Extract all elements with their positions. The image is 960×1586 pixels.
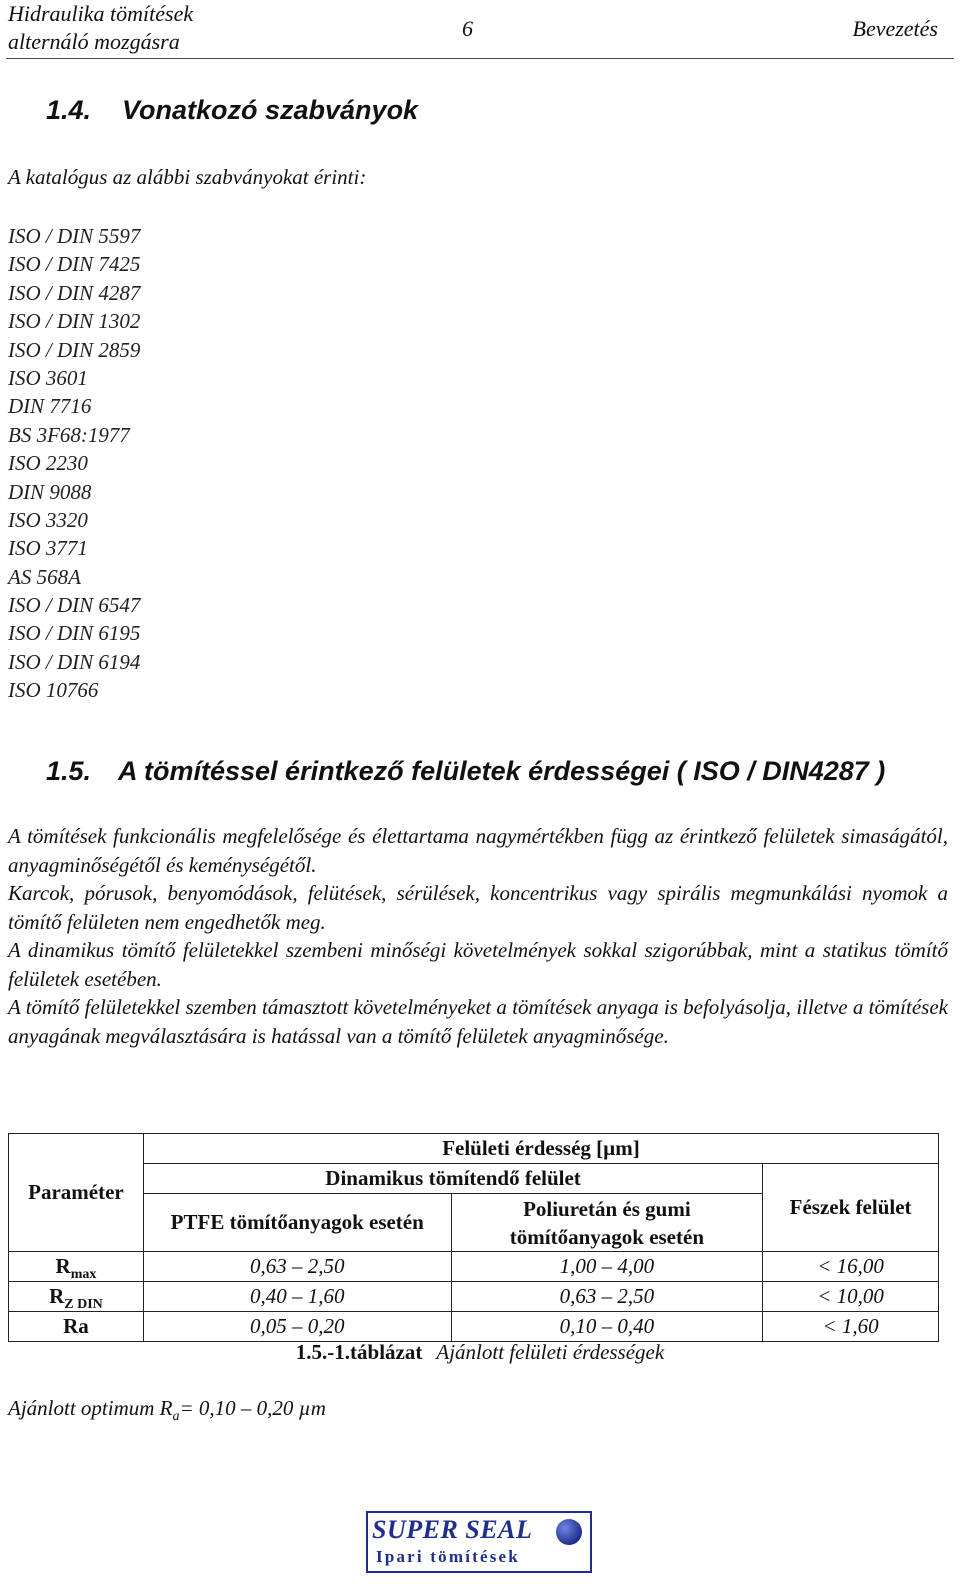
- super-seal-logo: [366, 1511, 592, 1573]
- section-14-heading: [46, 95, 418, 126]
- paragraph-1: A tömítések funkcionális megfelelősége és élettartama nagymértékben függ az érintkező felületek simaságától, anyagminőségétől és keménységétől.: [8, 824, 948, 877]
- param-subscript: Z DIN: [64, 1297, 103, 1312]
- pu-header-line1: Poliuretán és gumi: [523, 1196, 691, 1221]
- param-symbol: R: [55, 1254, 71, 1278]
- pu-header: [451, 1194, 763, 1252]
- list-item: DIN 9088: [8, 479, 92, 504]
- ptfe-value: 0,05 – 0,20: [143, 1312, 451, 1342]
- list-item: ISO / DIN 1302: [8, 309, 141, 334]
- list-item: ISO 2230: [8, 451, 88, 476]
- param-header: Paraméter: [9, 1134, 144, 1252]
- param-cell: [9, 1312, 144, 1342]
- pu-header-line2: tömítőanyagok esetén: [509, 1224, 704, 1249]
- list-item: BS 3F68:1977: [8, 422, 130, 447]
- section-14-number: 1.4.: [46, 95, 92, 125]
- param-cell: [9, 1282, 144, 1312]
- section-15-title: A tömítéssel érintkező felületek érdességei ( ISO / DIN4287 ): [118, 756, 886, 786]
- logo-globe-icon: [556, 1519, 582, 1545]
- standards-list: [8, 222, 140, 705]
- header-left-line2: alternáló mozgásra: [8, 29, 180, 54]
- section-14-title: Vonatkozó szabványok: [122, 95, 419, 125]
- list-item: DIN 7716: [8, 394, 92, 419]
- section-15-heading: [46, 756, 885, 787]
- logo-name: SUPER SEAL: [372, 1515, 533, 1544]
- seat-value: < 1,60: [763, 1312, 939, 1342]
- list-item: ISO 3771: [8, 536, 88, 561]
- dynamic-header: Dinamikus tömítendő felület: [143, 1164, 762, 1194]
- optimum-suffix: = 0,10 – 0,20 µm: [179, 1396, 326, 1420]
- list-item: AS 568A: [8, 564, 81, 589]
- list-item: ISO / DIN 6195: [8, 621, 141, 646]
- table-caption: [0, 1340, 960, 1365]
- paragraph-4: A tömítő felületekkel szemben támasztott követelményeket a tömítések anyaga is befolyásolja, illetve a tömítések anyagának megválasztására is hatással van a tömítő felületek anyagminősége.: [8, 995, 948, 1048]
- roughness-group-header: Felületi érdesség [µm]: [143, 1134, 938, 1164]
- param-subscript: max: [70, 1267, 97, 1282]
- list-item: ISO / DIN 6547: [8, 593, 141, 618]
- param-cell: [9, 1252, 144, 1282]
- paragraph-2: Karcok, pórusok, benyomódások, felütések, sérülések, koncentrikus vagy spirális megmunkálási nyomok a tömítő felületen nem engedhetők meg.: [8, 881, 948, 934]
- list-item: ISO / DIN 5597: [8, 224, 141, 248]
- optimum-prefix: Ajánlott optimum R: [8, 1396, 173, 1420]
- header-right: Bevezetés: [852, 16, 938, 41]
- table-caption-label: 1.5.-1.táblázat: [295, 1340, 423, 1364]
- section-15-number: 1.5.: [46, 756, 92, 786]
- table-row: [9, 1312, 939, 1342]
- seat-value: < 10,00: [763, 1282, 939, 1312]
- section-14-intro: A katalógus az alábbi szabványokat érinti:: [8, 165, 367, 189]
- header-divider: [6, 58, 954, 59]
- optimum-note: [8, 1396, 326, 1425]
- list-item: ISO / DIN 2859: [8, 337, 141, 362]
- list-item: ISO / DIN 4287: [8, 280, 141, 305]
- header-left-line1: Hidraulika tömítések: [8, 1, 194, 26]
- list-item: ISO 10766: [8, 678, 99, 703]
- paragraph-3: A dinamikus tömítő felületekkel szembeni minőségi követelmények sokkal szigorúbbak, mint a statikus tömítő felületek esetében.: [8, 938, 948, 991]
- pu-value: 0,10 – 0,40: [451, 1312, 763, 1342]
- list-item: ISO 3320: [8, 507, 88, 532]
- list-item: ISO 3601: [8, 365, 88, 390]
- table-row: [9, 1282, 939, 1312]
- logo-tagline: Ipari tömítések: [376, 1547, 520, 1566]
- table-caption-text: Ajánlott felületi érdességek: [436, 1340, 665, 1364]
- ptfe-value: 0,40 – 1,60: [143, 1282, 451, 1312]
- list-item: ISO / DIN 6194: [8, 649, 141, 674]
- roughness-table: [8, 1133, 939, 1342]
- pu-value: 0,63 – 2,50: [451, 1282, 763, 1312]
- ptfe-value: 0,63 – 2,50: [143, 1252, 451, 1282]
- ptfe-header: PTFE tömítőanyagok esetén: [143, 1194, 451, 1252]
- param-symbol: Ra: [63, 1314, 89, 1338]
- page-number: 6: [462, 16, 473, 41]
- seat-header: Fészek felület: [763, 1164, 939, 1252]
- seat-value: < 16,00: [763, 1252, 939, 1282]
- list-item: ISO / DIN 7425: [8, 252, 141, 277]
- table-row: [9, 1252, 939, 1282]
- pu-value: 1,00 – 4,00: [451, 1252, 763, 1282]
- param-symbol: R: [49, 1284, 65, 1308]
- optimum-subscript: a: [172, 1409, 180, 1425]
- header-left: [8, 0, 193, 56]
